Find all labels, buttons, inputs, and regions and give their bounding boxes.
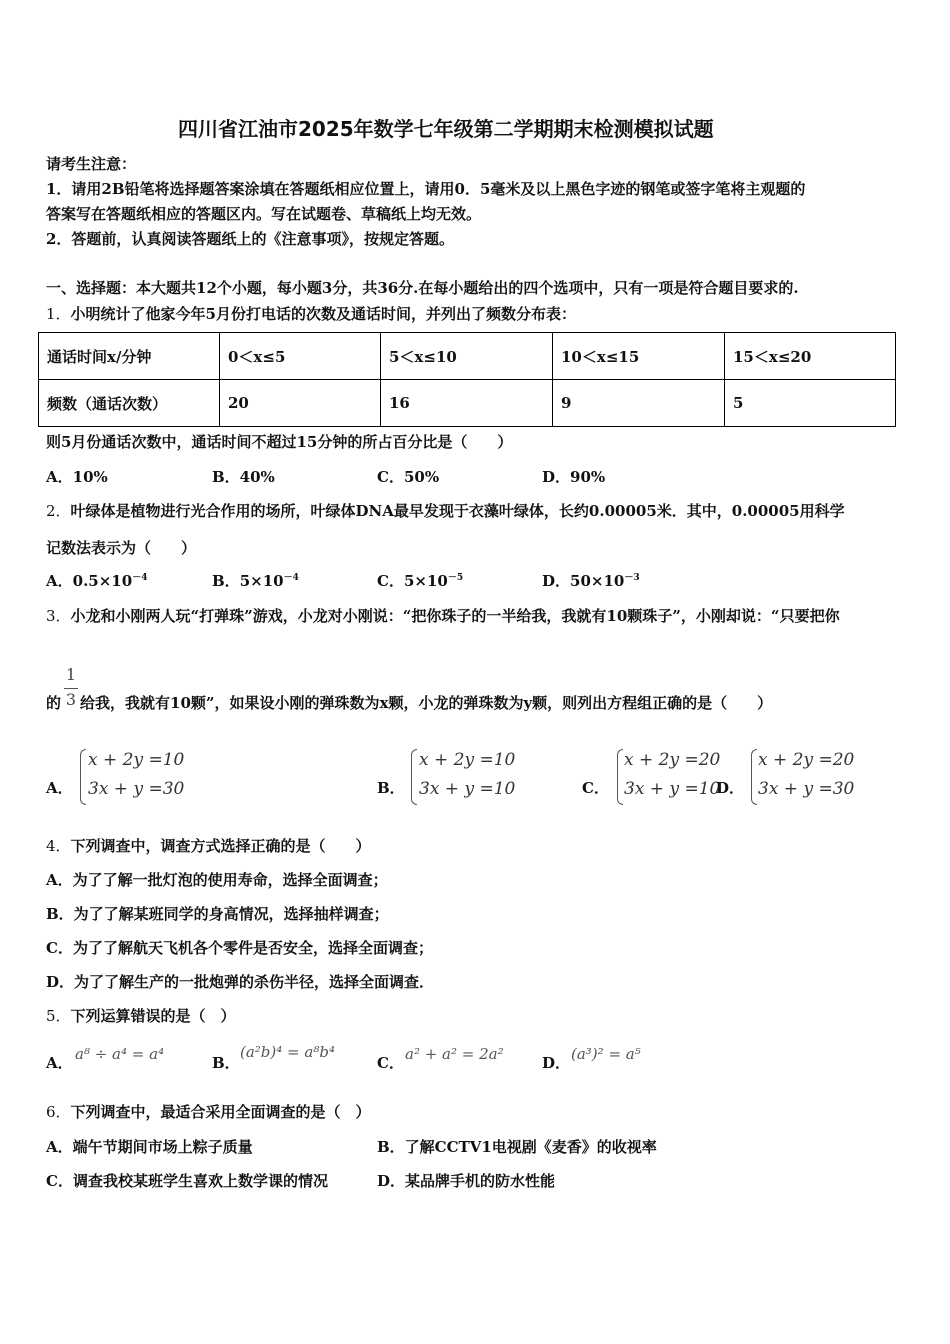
table-cell: 9 bbox=[553, 380, 725, 427]
math-expression-c: a² + a² = 2a² bbox=[405, 1045, 504, 1063]
notice-heading: 请考生注意： bbox=[46, 155, 137, 173]
option-d[interactable]: D． bbox=[716, 779, 745, 797]
question-text: 下列调查中，最适合采用全面调查的是（ ） bbox=[70, 1103, 371, 1121]
math-expression-d: (a³)² = a⁵ bbox=[571, 1045, 641, 1063]
brace-icon bbox=[80, 749, 86, 805]
question-number: 5． bbox=[46, 1007, 71, 1025]
frequency-table bbox=[38, 332, 896, 427]
option-c[interactable]: C． bbox=[582, 779, 609, 797]
question-text: 小明统计了他家今年5月份打电话的次数及通话时间，并列出了频数分布表： bbox=[70, 305, 576, 323]
option-b[interactable]: B． bbox=[212, 1054, 240, 1072]
equation-system-b: x + 2y =10 3x + y =10 bbox=[419, 750, 516, 799]
equation-system-a: x + 2y =10 3x + y =30 bbox=[88, 750, 185, 799]
question-2-continued: 记数法表示为（ ） bbox=[46, 539, 197, 557]
question-number: 6． bbox=[46, 1103, 71, 1121]
option-b[interactable]: B．了解CCTV1电视剧《麦香》的收视率 bbox=[377, 1138, 657, 1156]
question-1 bbox=[46, 303, 576, 324]
option-d[interactable]: D．为了了解生产的一批炮弹的杀伤半径，选择全面调查． bbox=[46, 973, 435, 991]
question-4 bbox=[46, 835, 371, 856]
fraction-denominator: 3 bbox=[65, 690, 77, 709]
question-number: 4． bbox=[46, 837, 71, 855]
option-a[interactable]: A．10% bbox=[46, 468, 108, 486]
fraction-numerator: 1 bbox=[65, 665, 77, 684]
option-d[interactable]: D．$50\times 10^{-3}$ bbox=[542, 572, 640, 590]
option-c[interactable]: C．50% bbox=[377, 468, 440, 486]
table-cell: 通话时间x/分钟 bbox=[39, 333, 220, 380]
table-cell: 20 bbox=[220, 380, 381, 427]
question-5 bbox=[46, 1005, 236, 1026]
math-expression-b: (a²b)⁴ = a⁸b⁴ bbox=[240, 1043, 335, 1061]
option-d[interactable]: D．90% bbox=[542, 468, 606, 486]
question-number: 3． bbox=[46, 607, 71, 625]
question-text: 下列调查中，调查方式选择正确的是（ ） bbox=[70, 837, 371, 855]
option-a[interactable]: A．$0.5\times 10^{-4}$ bbox=[46, 572, 148, 590]
option-c[interactable]: C．为了了解航天飞机各个零件是否安全，选择全面调查； bbox=[46, 939, 433, 957]
brace-icon bbox=[617, 749, 623, 805]
option-a[interactable]: A． bbox=[46, 779, 73, 797]
table-cell: 0＜x≤5 bbox=[220, 333, 381, 380]
option-d[interactable]: D． bbox=[542, 1054, 571, 1072]
table-cell: 5＜x≤10 bbox=[381, 333, 553, 380]
question-number: 2． bbox=[46, 502, 71, 520]
notice-line-3: 2．答题前，认真阅读答题纸上的《注意事项》，按规定答题。 bbox=[46, 230, 454, 248]
table-row bbox=[39, 333, 896, 380]
option-d[interactable]: D．某品牌手机的防水性能 bbox=[377, 1172, 556, 1190]
equation-system-c: x + 2y =20 3x + y =10 bbox=[624, 750, 721, 799]
brace-icon bbox=[751, 749, 757, 805]
question-text: 小龙和小刚两人玩“打弹珠”游戏，小龙对小刚说：“把你珠子的一半给我，我就有10颗珠子”，小刚却说：“只要把你 bbox=[70, 607, 840, 625]
question-2 bbox=[46, 500, 845, 521]
brace-icon bbox=[411, 749, 417, 805]
question-number: 1． bbox=[46, 305, 71, 323]
notice-line-2: 答案写在答题纸相应的答题区内。写在试题卷、草稿纸上均无效。 bbox=[46, 205, 482, 223]
table-cell: 15＜x≤20 bbox=[725, 333, 896, 380]
table-cell: 5 bbox=[725, 380, 896, 427]
option-b[interactable]: B．为了了解某班同学的身高情况，选择抽样调查； bbox=[46, 905, 389, 923]
fraction-bar bbox=[64, 688, 78, 689]
option-a[interactable]: A．为了了解一批灯泡的使用寿命，选择全面调查； bbox=[46, 871, 388, 889]
equation-system-d: x + 2y =20 3x + y =30 bbox=[758, 750, 855, 799]
question-3 bbox=[46, 605, 840, 626]
option-b[interactable]: B．$5\times 10^{-4}$ bbox=[212, 572, 299, 590]
table-cell: 10＜x≤15 bbox=[553, 333, 725, 380]
table-row bbox=[39, 380, 896, 427]
table-cell: 16 bbox=[381, 380, 553, 427]
question-text: 叶绿体是植物进行光合作用的场所，叶绿体DNA最早发现于衣藻叶绿体，长约0.00005米．其中，0.00005用科学 bbox=[70, 502, 845, 520]
question-6 bbox=[46, 1101, 371, 1122]
option-a[interactable]: A．端午节期间市场上粽子质量 bbox=[46, 1138, 253, 1156]
option-b[interactable]: B． bbox=[377, 779, 405, 797]
option-c[interactable]: C． bbox=[377, 1054, 404, 1072]
notice-line-1: 1．请用2B铅笔将选择题答案涂填在答题纸相应位置上，请用0．5毫米及以上黑色字迹的钢笔或签字笔将主观题的 bbox=[46, 180, 806, 198]
question-3-prefix: 的 bbox=[46, 694, 62, 712]
math-expression-a: a⁸ ÷ a⁴ = a⁴ bbox=[75, 1045, 165, 1063]
question-text: 下列运算错误的是（ ） bbox=[70, 1007, 236, 1025]
section-heading: 一、选择题：本大题共12个小题，每小题3分，共36分.在每小题给出的四个选项中，只有一项是符合题目要求的. bbox=[46, 279, 799, 297]
option-b[interactable]: B．40% bbox=[212, 468, 275, 486]
question-1-prompt: 则5月份通话次数中，通话时间不超过15分钟的所占百分比是（ ） bbox=[46, 433, 513, 451]
option-a[interactable]: A． bbox=[46, 1054, 73, 1072]
table-cell: 频数（通话次数） bbox=[39, 380, 220, 427]
option-c[interactable]: C．调查我校某班学生喜欢上数学课的情况 bbox=[46, 1172, 328, 1190]
question-3-continued: 给我，我就有10颗”，如果设小刚的弹珠数为x颗，小龙的弹珠数为y颗，则列出方程组正确的是（ ） bbox=[80, 694, 773, 712]
option-c[interactable]: C．$5\times 10^{-5}$ bbox=[377, 572, 464, 590]
page-title: 四川省江油市2025年数学七年级第二学期期末检测模拟试题 bbox=[178, 117, 714, 141]
